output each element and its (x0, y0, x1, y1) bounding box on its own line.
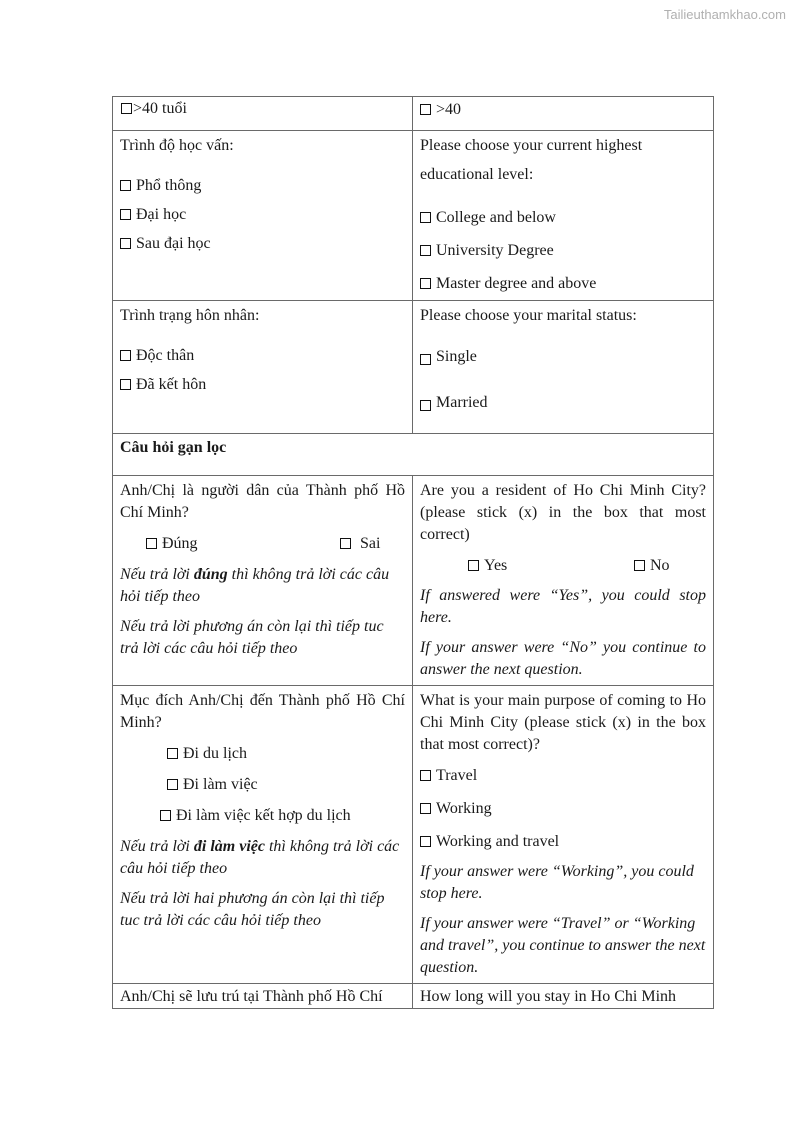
age-row (113, 97, 714, 131)
purpose-vi-cell (113, 686, 413, 984)
checkbox-di-du-lich[interactable] (167, 748, 178, 759)
resident-vi-no: Sai (360, 535, 381, 552)
marital-vi-cell (113, 301, 413, 434)
option-label: University Degree (436, 242, 554, 259)
option-label: Single (436, 348, 477, 365)
purpose-vi-note-1 (120, 836, 405, 880)
option-label: College and below (436, 209, 556, 226)
option-label: Married (436, 394, 488, 411)
purpose-en-option (420, 765, 706, 787)
resident-vi-options (146, 533, 405, 555)
stay-en-question: How long will you stay in Ho Chi Minh (420, 988, 677, 1005)
marital-en-cell (413, 301, 714, 434)
checkbox-single[interactable] (420, 354, 431, 365)
marital-vi-option (120, 345, 405, 367)
stay-row (113, 984, 714, 1009)
checkbox-pho-thong[interactable] (120, 180, 131, 191)
stay-vi-cell (113, 984, 413, 1009)
purpose-vi-option (167, 774, 405, 796)
option-label: Working and travel (436, 833, 560, 850)
screening-header: Câu hỏi gạn lọc (120, 439, 227, 456)
education-row (113, 131, 714, 301)
resident-en-cell (413, 476, 714, 686)
age-vi-option: >40 tuổi (133, 100, 187, 117)
checkbox-working-travel[interactable] (420, 836, 431, 847)
age-en-cell (413, 97, 714, 131)
checkbox-da-ket-hon[interactable] (120, 379, 131, 390)
purpose-row (113, 686, 714, 984)
checkbox-age-over-40-en[interactable] (420, 104, 431, 115)
checkbox-master[interactable] (420, 278, 431, 289)
checkbox-dai-hoc[interactable] (120, 209, 131, 220)
screening-header-row (113, 434, 714, 476)
resident-vi-cell (113, 476, 413, 686)
checkbox-college[interactable] (420, 212, 431, 223)
note-emphasis: đúng (193, 566, 228, 583)
education-en-option (420, 240, 706, 262)
resident-en-no: No (650, 557, 670, 574)
age-en-option: >40 (436, 101, 462, 118)
note-text: Nếu trả lời (120, 838, 194, 855)
option-label: Đại học (136, 206, 187, 223)
resident-en-note-1: If answered were “Yes”, you could stop here. (420, 587, 706, 626)
checkbox-sau-dai-hoc[interactable] (120, 238, 131, 249)
education-vi-label: Trình độ học vấn: (120, 137, 234, 154)
purpose-vi-option (160, 805, 405, 827)
resident-en-no-wrap (634, 555, 670, 577)
education-en-cell (413, 131, 714, 301)
checkbox-no[interactable] (634, 560, 645, 571)
education-vi-option (120, 233, 405, 255)
checkbox-working[interactable] (420, 803, 431, 814)
screening-header-cell (113, 434, 714, 476)
note-text: thì không trả lời các câu hỏi tiếp theo (120, 566, 390, 605)
purpose-en-cell (413, 686, 714, 984)
education-en-option (420, 207, 706, 229)
checkbox-di-lam-viec[interactable] (167, 779, 178, 790)
note-text: thì không trả lời các câu hỏi tiếp theo (120, 838, 400, 877)
option-label: Đã kết hôn (136, 376, 207, 393)
resident-vi-yes: Đúng (162, 535, 198, 552)
education-vi-option (120, 175, 405, 197)
note-emphasis: đi làm việc (193, 838, 265, 855)
resident-row (113, 476, 714, 686)
option-label: Độc thân (136, 347, 195, 364)
resident-en-options (468, 555, 706, 577)
resident-vi-no-wrap (340, 533, 380, 555)
checkbox-yes[interactable] (468, 560, 479, 571)
checkbox-sai[interactable] (340, 538, 351, 549)
questionnaire-table (112, 96, 714, 1009)
watermark: Tailieuthamkhao.com (663, 7, 786, 22)
age-vi-cell (113, 97, 413, 131)
marital-row (113, 301, 714, 434)
resident-en-note-2: If your answer were “No” you continue to answer the next question. (420, 639, 706, 678)
checkbox-travel[interactable] (420, 770, 431, 781)
education-en-label-1: Please choose your current highest (420, 137, 643, 154)
education-en-label-2: educational level: (420, 166, 534, 183)
note-text: Nếu trả lời (120, 566, 194, 583)
resident-vi-note-2: Nếu trả lời phương án còn lại thì tiếp tuc trả lời các câu hỏi tiếp theo (120, 618, 384, 657)
marital-vi-label: Trình trạng hôn nhân: (120, 307, 260, 324)
purpose-vi-note-2: Nếu trả lời hai phương án còn lại thì tiếp tuc trả lời các câu hỏi tiếp theo (120, 890, 385, 929)
checkbox-doc-than[interactable] (120, 350, 131, 361)
resident-vi-question: Anh/Chị là người dân của Thành phố Hồ Chí Minh? (120, 482, 405, 521)
option-label: Phổ thông (136, 177, 202, 194)
purpose-en-note-1: If your answer were “Working”, you could stop here. (420, 863, 694, 902)
option-label: Travel (436, 767, 478, 784)
education-en-option (420, 273, 706, 295)
resident-en-yes: Yes (484, 557, 508, 574)
resident-en-question: Are you a resident of Ho Chi Minh City? (please stick (x) in the box that most correct) (420, 482, 706, 543)
marital-en-option (420, 346, 706, 368)
marital-vi-option (120, 374, 405, 396)
checkbox-married[interactable] (420, 400, 431, 411)
option-label: Sau đại học (136, 235, 211, 252)
option-label: Đi làm việc (183, 776, 258, 793)
option-label: Đi du lịch (183, 745, 247, 762)
option-label: Working (436, 800, 492, 817)
education-vi-cell (113, 131, 413, 301)
resident-vi-note-1 (120, 564, 405, 608)
purpose-en-option (420, 798, 706, 820)
checkbox-university[interactable] (420, 245, 431, 256)
option-label: Master degree and above (436, 275, 597, 292)
purpose-vi-option (167, 743, 405, 765)
checkbox-dung[interactable] (146, 538, 157, 549)
stay-vi-question: Anh/Chị sẽ lưu trú tại Thành phố Hồ Chí (120, 988, 383, 1005)
purpose-en-note-2: If your answer were “Travel” or “Working and travel”, you continue to answer the next question. (420, 915, 706, 976)
marital-en-option (420, 392, 706, 414)
option-label: Đi làm việc kết hợp du lịch (176, 807, 351, 824)
purpose-vi-question: Mục đích Anh/Chị đến Thành phố Hồ Chí Minh? (120, 692, 405, 731)
checkbox-age-over-40-vi[interactable] (121, 103, 132, 114)
marital-en-label: Please choose your marital status: (420, 307, 637, 324)
stay-en-cell (413, 984, 714, 1009)
purpose-en-question: What is your main purpose of coming to Ho Chi Minh City (please stick (x) in the box that most correct)? (420, 692, 706, 753)
education-vi-option (120, 204, 405, 226)
purpose-en-option (420, 831, 706, 853)
checkbox-lam-viec-du-lich[interactable] (160, 810, 171, 821)
